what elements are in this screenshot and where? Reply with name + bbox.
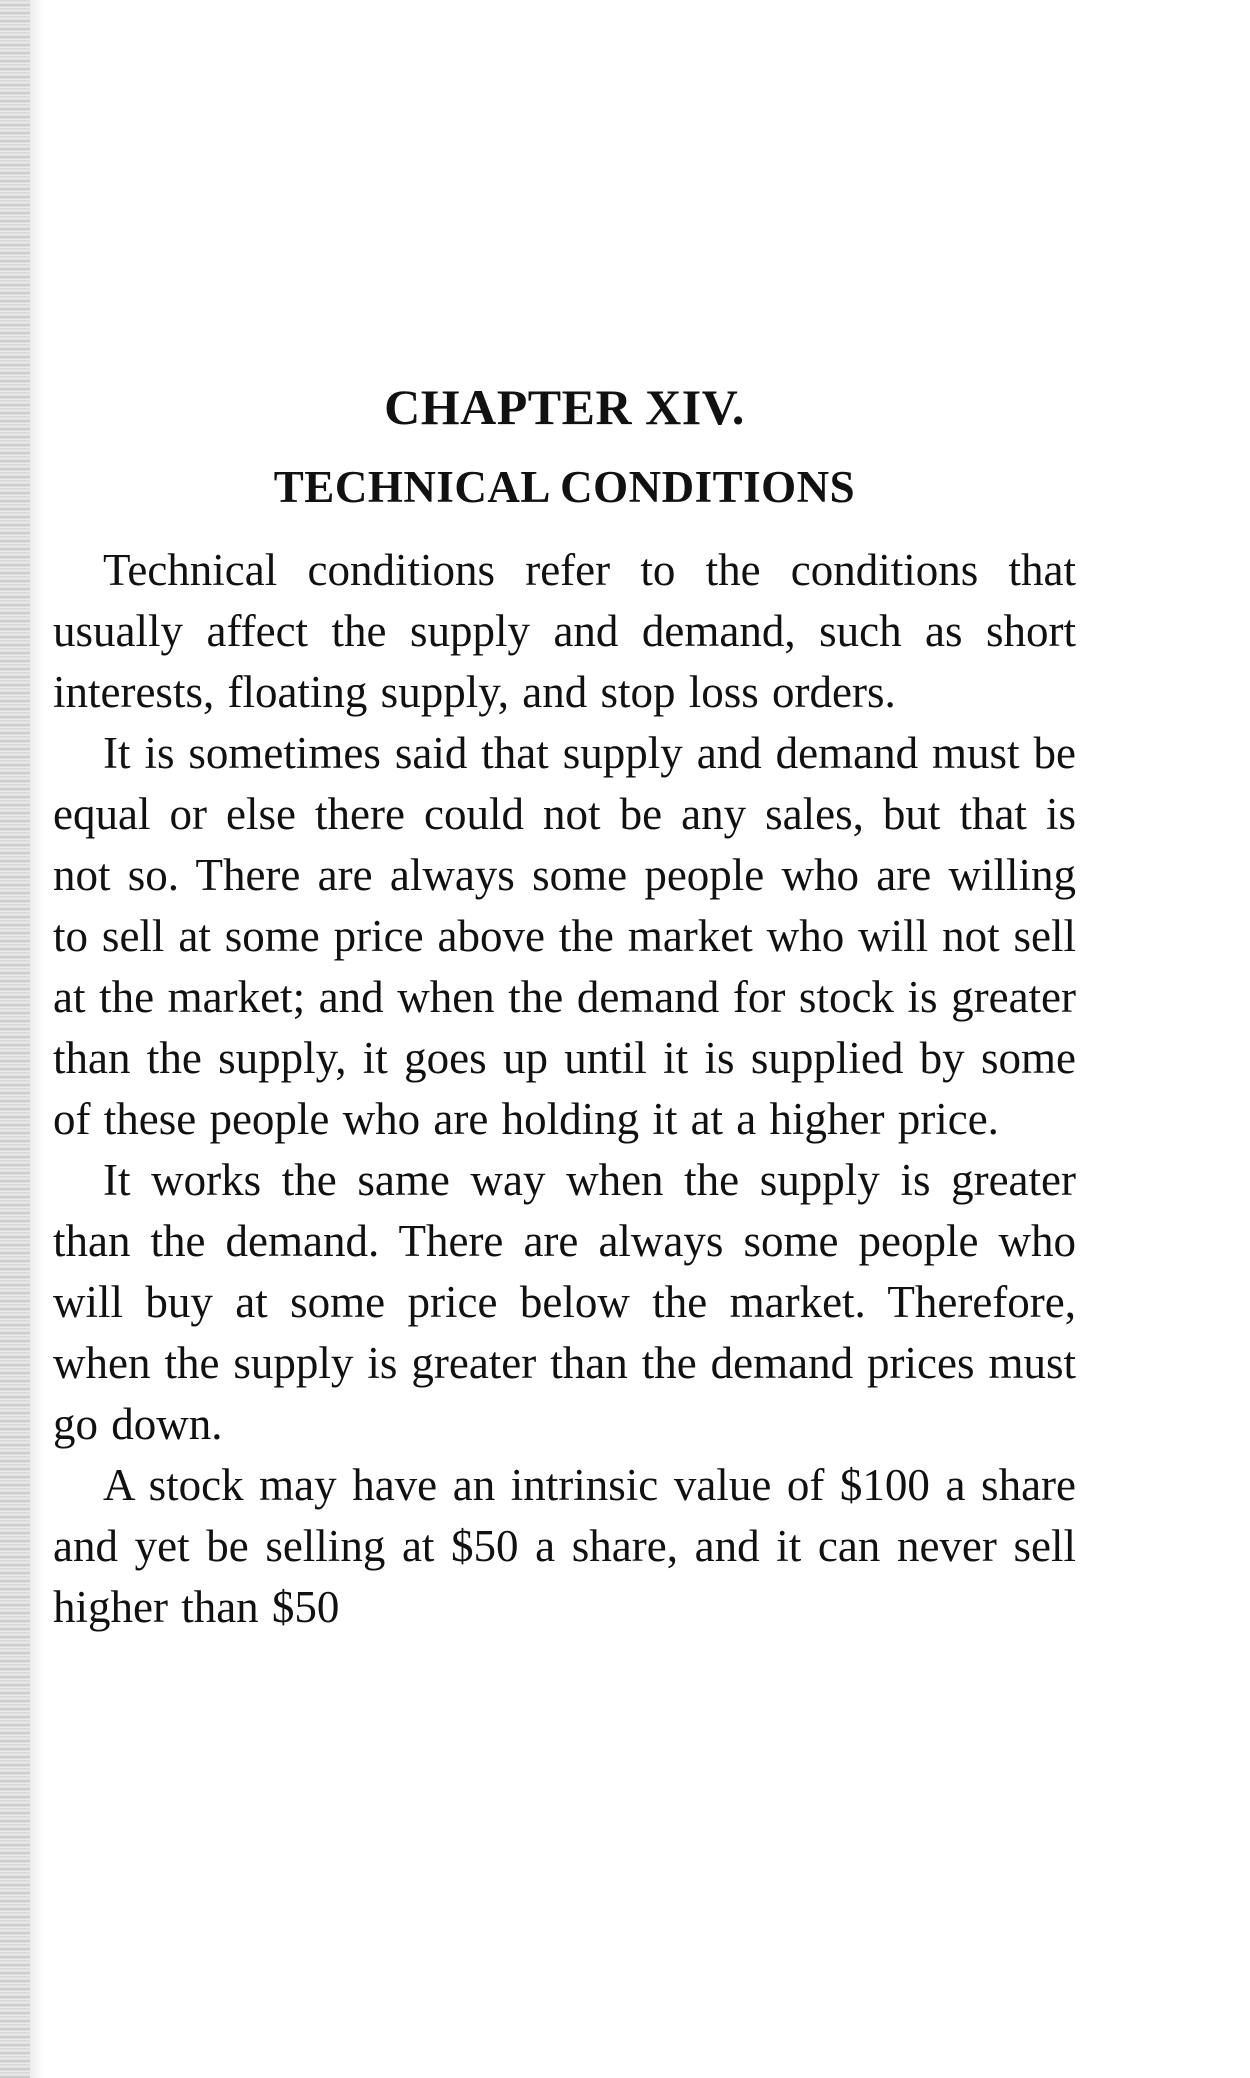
body-paragraph: It works the same way when the supply is greater than the demand. There are always some people who will buy at some price below the market. Therefore, when the supply is greater than the demand prices must go down.: [53, 1155, 1076, 1449]
page-binding-edge: [0, 0, 30, 2078]
section-heading: TECHNICAL CONDITIONS: [273, 462, 856, 512]
page-binding-shadow: [30, 0, 44, 2078]
body-paragraph: Technical conditions refer to the conditions that usually affect the supply and demand, such as short interests, floating supply, and stop loss orders.: [53, 545, 1076, 717]
page-text-block: [53, 372, 1076, 1638]
chapter-heading: CHAPTER XIV.: [384, 379, 745, 435]
body-paragraph: It is sometimes said that supply and demand must be equal or else there could not be any sales, but that is not so. There are always some people who are willing to sell at some price above the market who will not sell at the market; and when the demand for stock is greater than the supply, it goes up until it is supplied by some of these people who are holding it at a higher price.: [53, 728, 1076, 1144]
body-paragraph: A stock may have an intrinsic value of $100 a share and yet be selling at $50 a share, and it can never sell higher than $50: [53, 1460, 1076, 1632]
